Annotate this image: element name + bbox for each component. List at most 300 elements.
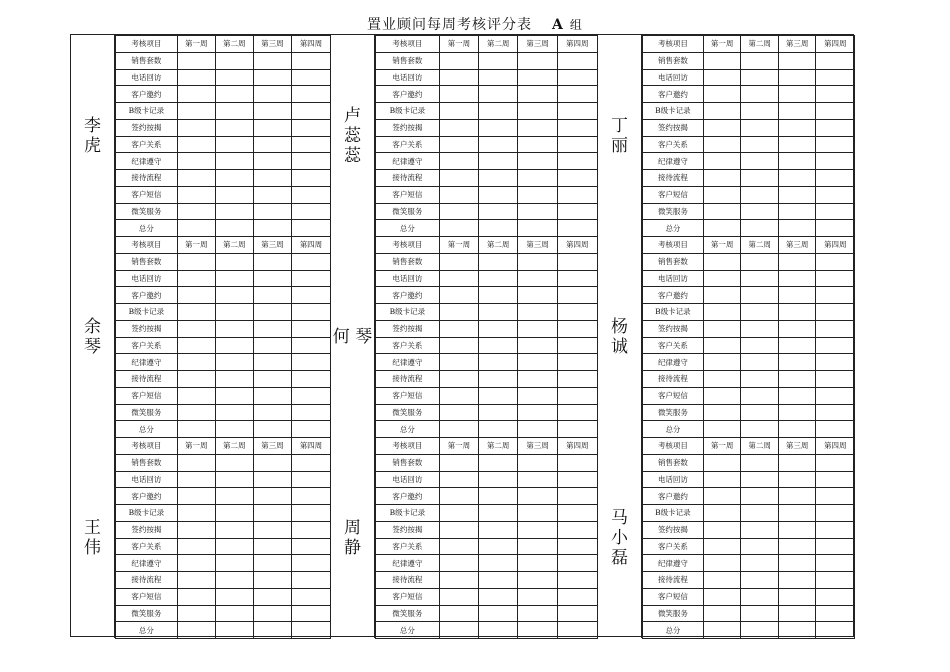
score-cell[interactable] (703, 622, 741, 639)
score-cell[interactable] (778, 86, 816, 103)
score-cell[interactable] (439, 103, 478, 120)
score-cell[interactable] (479, 186, 518, 203)
score-cell[interactable] (215, 404, 253, 421)
score-cell[interactable] (557, 320, 597, 337)
score-cell[interactable] (439, 572, 478, 589)
score-cell[interactable] (518, 572, 557, 589)
score-cell[interactable] (439, 488, 478, 505)
score-cell[interactable] (177, 86, 215, 103)
score-cell[interactable] (253, 119, 291, 136)
score-cell[interactable] (291, 488, 330, 505)
score-cell[interactable] (439, 404, 478, 421)
score-cell[interactable] (703, 69, 741, 86)
score-cell[interactable] (703, 387, 741, 404)
score-cell[interactable] (816, 170, 855, 187)
score-cell[interactable] (557, 170, 597, 187)
score-cell[interactable] (439, 153, 478, 170)
score-cell[interactable] (479, 555, 518, 572)
score-cell[interactable] (215, 572, 253, 589)
score-cell[interactable] (253, 153, 291, 170)
score-cell[interactable] (479, 253, 518, 270)
score-cell[interactable] (291, 555, 330, 572)
score-cell[interactable] (177, 52, 215, 69)
score-cell[interactable] (291, 170, 330, 187)
score-cell[interactable] (741, 270, 779, 287)
score-cell[interactable] (816, 203, 855, 220)
score-cell[interactable] (253, 320, 291, 337)
score-cell[interactable] (741, 538, 779, 555)
score-cell[interactable] (741, 304, 779, 321)
score-cell[interactable] (177, 421, 215, 438)
score-cell[interactable] (518, 605, 557, 622)
score-cell[interactable] (177, 253, 215, 270)
score-cell[interactable] (479, 320, 518, 337)
score-cell[interactable] (518, 521, 557, 538)
score-cell[interactable] (741, 454, 779, 471)
score-cell[interactable] (215, 304, 253, 321)
score-cell[interactable] (291, 454, 330, 471)
score-cell[interactable] (557, 605, 597, 622)
score-cell[interactable] (291, 203, 330, 220)
score-cell[interactable] (778, 119, 816, 136)
score-cell[interactable] (253, 52, 291, 69)
score-cell[interactable] (479, 220, 518, 237)
score-cell[interactable] (741, 86, 779, 103)
score-cell[interactable] (253, 170, 291, 187)
score-cell[interactable] (741, 622, 779, 639)
score-cell[interactable] (479, 304, 518, 321)
score-cell[interactable] (177, 588, 215, 605)
score-cell[interactable] (439, 521, 478, 538)
score-cell[interactable] (439, 588, 478, 605)
score-cell[interactable] (778, 320, 816, 337)
score-cell[interactable] (177, 220, 215, 237)
score-cell[interactable] (439, 304, 478, 321)
score-cell[interactable] (253, 387, 291, 404)
score-cell[interactable] (177, 320, 215, 337)
score-cell[interactable] (439, 421, 478, 438)
score-cell[interactable] (253, 588, 291, 605)
score-cell[interactable] (778, 471, 816, 488)
score-cell[interactable] (778, 287, 816, 304)
score-cell[interactable] (253, 488, 291, 505)
score-cell[interactable] (291, 253, 330, 270)
score-cell[interactable] (479, 622, 518, 639)
score-cell[interactable] (215, 555, 253, 572)
score-cell[interactable] (778, 136, 816, 153)
score-cell[interactable] (778, 186, 816, 203)
score-cell[interactable] (253, 505, 291, 522)
score-cell[interactable] (741, 605, 779, 622)
score-cell[interactable] (518, 538, 557, 555)
score-cell[interactable] (291, 86, 330, 103)
score-cell[interactable] (479, 538, 518, 555)
score-cell[interactable] (291, 220, 330, 237)
score-cell[interactable] (177, 488, 215, 505)
score-cell[interactable] (778, 488, 816, 505)
score-cell[interactable] (741, 505, 779, 522)
score-cell[interactable] (479, 86, 518, 103)
score-cell[interactable] (741, 103, 779, 120)
score-cell[interactable] (479, 572, 518, 589)
score-cell[interactable] (778, 387, 816, 404)
score-cell[interactable] (816, 103, 855, 120)
score-cell[interactable] (741, 588, 779, 605)
score-cell[interactable] (778, 371, 816, 388)
score-cell[interactable] (741, 337, 779, 354)
score-cell[interactable] (291, 270, 330, 287)
score-cell[interactable] (177, 605, 215, 622)
score-cell[interactable] (778, 505, 816, 522)
score-cell[interactable] (177, 337, 215, 354)
score-cell[interactable] (518, 203, 557, 220)
score-cell[interactable] (291, 588, 330, 605)
score-cell[interactable] (703, 86, 741, 103)
score-cell[interactable] (291, 304, 330, 321)
score-cell[interactable] (816, 454, 855, 471)
score-cell[interactable] (816, 605, 855, 622)
score-cell[interactable] (291, 103, 330, 120)
score-cell[interactable] (439, 119, 478, 136)
score-cell[interactable] (778, 572, 816, 589)
score-cell[interactable] (439, 287, 478, 304)
score-cell[interactable] (778, 454, 816, 471)
score-cell[interactable] (703, 136, 741, 153)
score-cell[interactable] (177, 103, 215, 120)
score-cell[interactable] (479, 421, 518, 438)
score-cell[interactable] (778, 220, 816, 237)
score-cell[interactable] (479, 153, 518, 170)
score-cell[interactable] (741, 69, 779, 86)
score-cell[interactable] (215, 220, 253, 237)
score-cell[interactable] (479, 488, 518, 505)
score-cell[interactable] (439, 69, 478, 86)
score-cell[interactable] (703, 505, 741, 522)
score-cell[interactable] (557, 588, 597, 605)
score-cell[interactable] (253, 404, 291, 421)
score-cell[interactable] (518, 337, 557, 354)
score-cell[interactable] (518, 287, 557, 304)
score-cell[interactable] (778, 203, 816, 220)
score-cell[interactable] (439, 220, 478, 237)
score-cell[interactable] (291, 153, 330, 170)
score-cell[interactable] (816, 69, 855, 86)
score-cell[interactable] (816, 572, 855, 589)
score-cell[interactable] (177, 404, 215, 421)
score-cell[interactable] (177, 471, 215, 488)
score-cell[interactable] (253, 86, 291, 103)
score-cell[interactable] (518, 488, 557, 505)
score-cell[interactable] (816, 421, 855, 438)
score-cell[interactable] (816, 538, 855, 555)
score-cell[interactable] (703, 371, 741, 388)
score-cell[interactable] (177, 287, 215, 304)
score-cell[interactable] (703, 304, 741, 321)
score-cell[interactable] (557, 371, 597, 388)
score-cell[interactable] (439, 555, 478, 572)
score-cell[interactable] (215, 86, 253, 103)
score-cell[interactable] (703, 119, 741, 136)
score-cell[interactable] (253, 605, 291, 622)
score-cell[interactable] (215, 136, 253, 153)
score-cell[interactable] (703, 186, 741, 203)
score-cell[interactable] (177, 538, 215, 555)
score-cell[interactable] (703, 203, 741, 220)
score-cell[interactable] (479, 404, 518, 421)
score-cell[interactable] (253, 471, 291, 488)
score-cell[interactable] (518, 69, 557, 86)
score-cell[interactable] (703, 572, 741, 589)
score-cell[interactable] (703, 320, 741, 337)
score-cell[interactable] (703, 337, 741, 354)
score-cell[interactable] (177, 572, 215, 589)
score-cell[interactable] (479, 136, 518, 153)
score-cell[interactable] (557, 337, 597, 354)
score-cell[interactable] (479, 471, 518, 488)
score-cell[interactable] (253, 69, 291, 86)
score-cell[interactable] (816, 136, 855, 153)
score-cell[interactable] (778, 622, 816, 639)
score-cell[interactable] (816, 505, 855, 522)
score-cell[interactable] (291, 119, 330, 136)
score-cell[interactable] (253, 354, 291, 371)
score-cell[interactable] (741, 421, 779, 438)
score-cell[interactable] (557, 471, 597, 488)
score-cell[interactable] (778, 555, 816, 572)
score-cell[interactable] (741, 471, 779, 488)
score-cell[interactable] (518, 304, 557, 321)
score-cell[interactable] (741, 136, 779, 153)
score-cell[interactable] (741, 186, 779, 203)
score-cell[interactable] (816, 270, 855, 287)
score-cell[interactable] (253, 270, 291, 287)
score-cell[interactable] (557, 555, 597, 572)
score-cell[interactable] (703, 153, 741, 170)
score-cell[interactable] (741, 220, 779, 237)
score-cell[interactable] (253, 371, 291, 388)
score-cell[interactable] (479, 588, 518, 605)
score-cell[interactable] (703, 270, 741, 287)
score-cell[interactable] (215, 52, 253, 69)
score-cell[interactable] (741, 387, 779, 404)
score-cell[interactable] (291, 354, 330, 371)
score-cell[interactable] (703, 555, 741, 572)
score-cell[interactable] (479, 69, 518, 86)
score-cell[interactable] (518, 555, 557, 572)
score-cell[interactable] (816, 253, 855, 270)
score-cell[interactable] (778, 103, 816, 120)
score-cell[interactable] (291, 371, 330, 388)
score-cell[interactable] (778, 421, 816, 438)
score-cell[interactable] (557, 270, 597, 287)
score-cell[interactable] (439, 270, 478, 287)
score-cell[interactable] (215, 454, 253, 471)
score-cell[interactable] (778, 270, 816, 287)
score-cell[interactable] (518, 354, 557, 371)
score-cell[interactable] (291, 337, 330, 354)
score-cell[interactable] (703, 588, 741, 605)
score-cell[interactable] (518, 119, 557, 136)
score-cell[interactable] (816, 186, 855, 203)
score-cell[interactable] (518, 103, 557, 120)
score-cell[interactable] (479, 521, 518, 538)
score-cell[interactable] (741, 555, 779, 572)
score-cell[interactable] (177, 622, 215, 639)
score-cell[interactable] (253, 572, 291, 589)
score-cell[interactable] (439, 320, 478, 337)
score-cell[interactable] (816, 387, 855, 404)
score-cell[interactable] (518, 371, 557, 388)
score-cell[interactable] (215, 203, 253, 220)
score-cell[interactable] (215, 588, 253, 605)
score-cell[interactable] (253, 136, 291, 153)
score-cell[interactable] (741, 404, 779, 421)
score-cell[interactable] (177, 521, 215, 538)
score-cell[interactable] (439, 86, 478, 103)
score-cell[interactable] (439, 622, 478, 639)
score-cell[interactable] (703, 454, 741, 471)
score-cell[interactable] (177, 354, 215, 371)
score-cell[interactable] (703, 521, 741, 538)
score-cell[interactable] (741, 488, 779, 505)
score-cell[interactable] (778, 153, 816, 170)
score-cell[interactable] (816, 287, 855, 304)
score-cell[interactable] (291, 605, 330, 622)
score-cell[interactable] (215, 471, 253, 488)
score-cell[interactable] (703, 404, 741, 421)
score-cell[interactable] (703, 421, 741, 438)
score-cell[interactable] (741, 203, 779, 220)
score-cell[interactable] (439, 170, 478, 187)
score-cell[interactable] (518, 404, 557, 421)
score-cell[interactable] (291, 521, 330, 538)
score-cell[interactable] (741, 170, 779, 187)
score-cell[interactable] (518, 588, 557, 605)
score-cell[interactable] (177, 505, 215, 522)
score-cell[interactable] (518, 454, 557, 471)
score-cell[interactable] (518, 505, 557, 522)
score-cell[interactable] (291, 622, 330, 639)
score-cell[interactable] (479, 371, 518, 388)
score-cell[interactable] (439, 52, 478, 69)
score-cell[interactable] (215, 387, 253, 404)
score-cell[interactable] (439, 186, 478, 203)
score-cell[interactable] (778, 170, 816, 187)
score-cell[interactable] (518, 186, 557, 203)
score-cell[interactable] (557, 86, 597, 103)
score-cell[interactable] (778, 521, 816, 538)
score-cell[interactable] (778, 253, 816, 270)
score-cell[interactable] (816, 337, 855, 354)
score-cell[interactable] (518, 170, 557, 187)
score-cell[interactable] (479, 454, 518, 471)
score-cell[interactable] (557, 354, 597, 371)
score-cell[interactable] (703, 488, 741, 505)
score-cell[interactable] (778, 404, 816, 421)
score-cell[interactable] (778, 354, 816, 371)
score-cell[interactable] (741, 371, 779, 388)
score-cell[interactable] (439, 337, 478, 354)
score-cell[interactable] (177, 153, 215, 170)
score-cell[interactable] (557, 404, 597, 421)
score-cell[interactable] (816, 220, 855, 237)
score-cell[interactable] (215, 287, 253, 304)
score-cell[interactable] (291, 320, 330, 337)
score-cell[interactable] (253, 203, 291, 220)
score-cell[interactable] (703, 538, 741, 555)
score-cell[interactable] (439, 371, 478, 388)
score-cell[interactable] (479, 103, 518, 120)
score-cell[interactable] (479, 337, 518, 354)
score-cell[interactable] (291, 69, 330, 86)
score-cell[interactable] (177, 555, 215, 572)
score-cell[interactable] (703, 103, 741, 120)
score-cell[interactable] (741, 287, 779, 304)
score-cell[interactable] (557, 287, 597, 304)
score-cell[interactable] (479, 170, 518, 187)
score-cell[interactable] (557, 186, 597, 203)
score-cell[interactable] (557, 103, 597, 120)
score-cell[interactable] (816, 52, 855, 69)
score-cell[interactable] (557, 136, 597, 153)
score-cell[interactable] (177, 186, 215, 203)
score-cell[interactable] (291, 404, 330, 421)
score-cell[interactable] (479, 605, 518, 622)
score-cell[interactable] (253, 103, 291, 120)
score-cell[interactable] (816, 371, 855, 388)
score-cell[interactable] (177, 69, 215, 86)
score-cell[interactable] (816, 404, 855, 421)
score-cell[interactable] (177, 387, 215, 404)
score-cell[interactable] (215, 538, 253, 555)
score-cell[interactable] (816, 622, 855, 639)
score-cell[interactable] (291, 421, 330, 438)
score-cell[interactable] (291, 387, 330, 404)
score-cell[interactable] (518, 421, 557, 438)
score-cell[interactable] (741, 153, 779, 170)
score-cell[interactable] (479, 52, 518, 69)
score-cell[interactable] (741, 253, 779, 270)
score-cell[interactable] (291, 572, 330, 589)
score-cell[interactable] (741, 52, 779, 69)
score-cell[interactable] (253, 622, 291, 639)
score-cell[interactable] (557, 538, 597, 555)
score-cell[interactable] (741, 572, 779, 589)
score-cell[interactable] (215, 605, 253, 622)
score-cell[interactable] (253, 538, 291, 555)
score-cell[interactable] (778, 605, 816, 622)
score-cell[interactable] (557, 203, 597, 220)
score-cell[interactable] (557, 505, 597, 522)
score-cell[interactable] (816, 555, 855, 572)
score-cell[interactable] (177, 170, 215, 187)
score-cell[interactable] (177, 136, 215, 153)
score-cell[interactable] (439, 253, 478, 270)
score-cell[interactable] (215, 153, 253, 170)
score-cell[interactable] (215, 320, 253, 337)
score-cell[interactable] (703, 354, 741, 371)
score-cell[interactable] (253, 253, 291, 270)
score-cell[interactable] (253, 454, 291, 471)
score-cell[interactable] (439, 203, 478, 220)
score-cell[interactable] (439, 354, 478, 371)
score-cell[interactable] (479, 354, 518, 371)
score-cell[interactable] (778, 588, 816, 605)
score-cell[interactable] (215, 622, 253, 639)
score-cell[interactable] (816, 471, 855, 488)
score-cell[interactable] (439, 505, 478, 522)
score-cell[interactable] (215, 119, 253, 136)
